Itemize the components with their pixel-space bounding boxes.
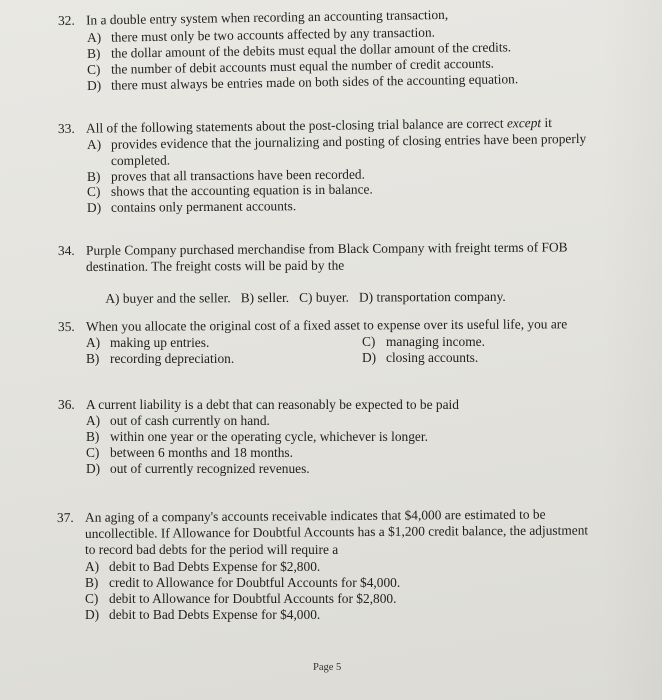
option-text: completed. [110,152,171,168]
option-text: the number of debit accounts must equal the number of credit accounts. [110,55,495,77]
option-c [362,334,485,350]
option-c [85,591,396,607]
option-text: between 6 months and 18 months. [110,445,293,460]
page-number: Page 5 [313,662,342,673]
question-number: 36. [58,397,75,412]
option-text: contains only permanent accounts. [110,198,297,215]
stem-line: When you allocate the original cost of a fixed asset to expense over its useful life, you are [85,316,568,334]
option-c [87,182,373,200]
option-letter: A) [86,335,101,350]
question-stem-continued [85,522,588,541]
option-text: closing accounts. [386,350,479,365]
option-text: out of currently recognized revenues. [110,461,310,476]
option-b [86,351,234,367]
question-number: 37. [56,509,74,525]
option-letter: D) [86,199,102,215]
option-text: managing income. [386,334,485,349]
option-d [362,350,478,366]
option-text: within one year or the operating cycle, whichever is longer. [110,429,428,444]
stem-line: Purple Company purchased merchandise from Black Company with freight terms of FOB [85,239,568,258]
option-letter: C) [86,183,101,199]
stem-end: it [544,114,553,131]
question-number: 34. [57,242,75,258]
question-number: 32. [57,12,75,28]
question-stem [58,397,459,413]
option-text: debit to Bad Debts Expense for $4,000. [109,607,321,622]
option-text: proves that all transactions have been recorded. [110,166,366,184]
question-stem-continued [85,542,338,558]
option-letter: A) [86,413,101,428]
option-text: recording depreciation. [110,351,235,366]
stem-line: to record bad debts for the period will require a [85,542,339,557]
option-b [85,575,400,591]
option-a-continued [111,152,170,168]
option-letter: A) [86,29,102,45]
option-text: A) buyer and the seller. B) seller. C) buyer. D) transportation company. [105,288,506,306]
options-inline [86,273,506,322]
option-a [86,413,270,429]
option-text: there must only be two accounts affected by any transaction. [110,24,436,45]
option-letter: D) [86,77,102,93]
option-d [85,607,320,623]
option-letter: C) [85,591,99,606]
stem-line: All of the following statements about the post-closing trial balance are correct [85,115,504,136]
option-letter: D) [362,350,377,365]
option-b [86,429,428,445]
option-a [86,335,209,351]
question-number: 35. [57,318,75,334]
option-text: debit to Allowance for Doubtful Accounts for $2,800. [109,591,397,606]
option-letter: D) [86,461,101,476]
option-letter: C) [362,334,376,349]
option-letter: A) [85,559,100,574]
option-letter: D) [85,607,100,622]
option-text: debit to Bad Debts Expense for $2,800. [109,559,321,574]
option-text: the dollar amount of the debits must equal the dollar amount of the credits. [110,39,512,61]
question-number: 33. [57,120,75,136]
option-text: shows that the accounting equation is in balance. [110,181,373,199]
option-text: making up entries. [110,335,210,350]
page-shadow [602,0,662,700]
stem-emphasis: except [506,115,542,131]
stem-line: uncollectible. If Allowance for Doubtful Accounts has a $1,200 credit balance, the adjustment [84,522,589,541]
option-letter: B) [86,45,101,61]
option-d [87,198,296,215]
option-letter: B) [85,575,99,590]
question-stem [58,239,568,258]
stem-line: An aging of a company's accounts receivable indicates that $4,000 are estimated to be [84,506,546,525]
option-letter: B) [86,351,100,366]
option-letter: A) [86,136,102,152]
option-text: provides evidence that the journalizing and posting of closing entries have been properly [110,130,587,152]
stem-line: A current liability is a debt that can reasonably be expected to be paid [86,397,459,412]
stem-line: destination. The freight costs will be paid by the [85,257,345,274]
option-c [86,445,293,461]
option-text: credit to Allowance for Doubtful Accounts for $4,000. [109,575,401,590]
option-text: out of cash currently on hand. [110,413,270,428]
option-letter: C) [86,445,100,460]
option-letter: B) [86,168,101,184]
option-letter: C) [86,61,101,77]
question-stem [58,316,567,334]
option-d [86,461,310,477]
option-letter: B) [86,429,100,444]
option-text: there must always be entries made on both sides of the accounting equation. [110,71,519,93]
option-a [85,559,320,575]
question-stem-continued [86,258,344,275]
stem-line: In a double entry system when recording an accounting transaction, [85,6,449,28]
